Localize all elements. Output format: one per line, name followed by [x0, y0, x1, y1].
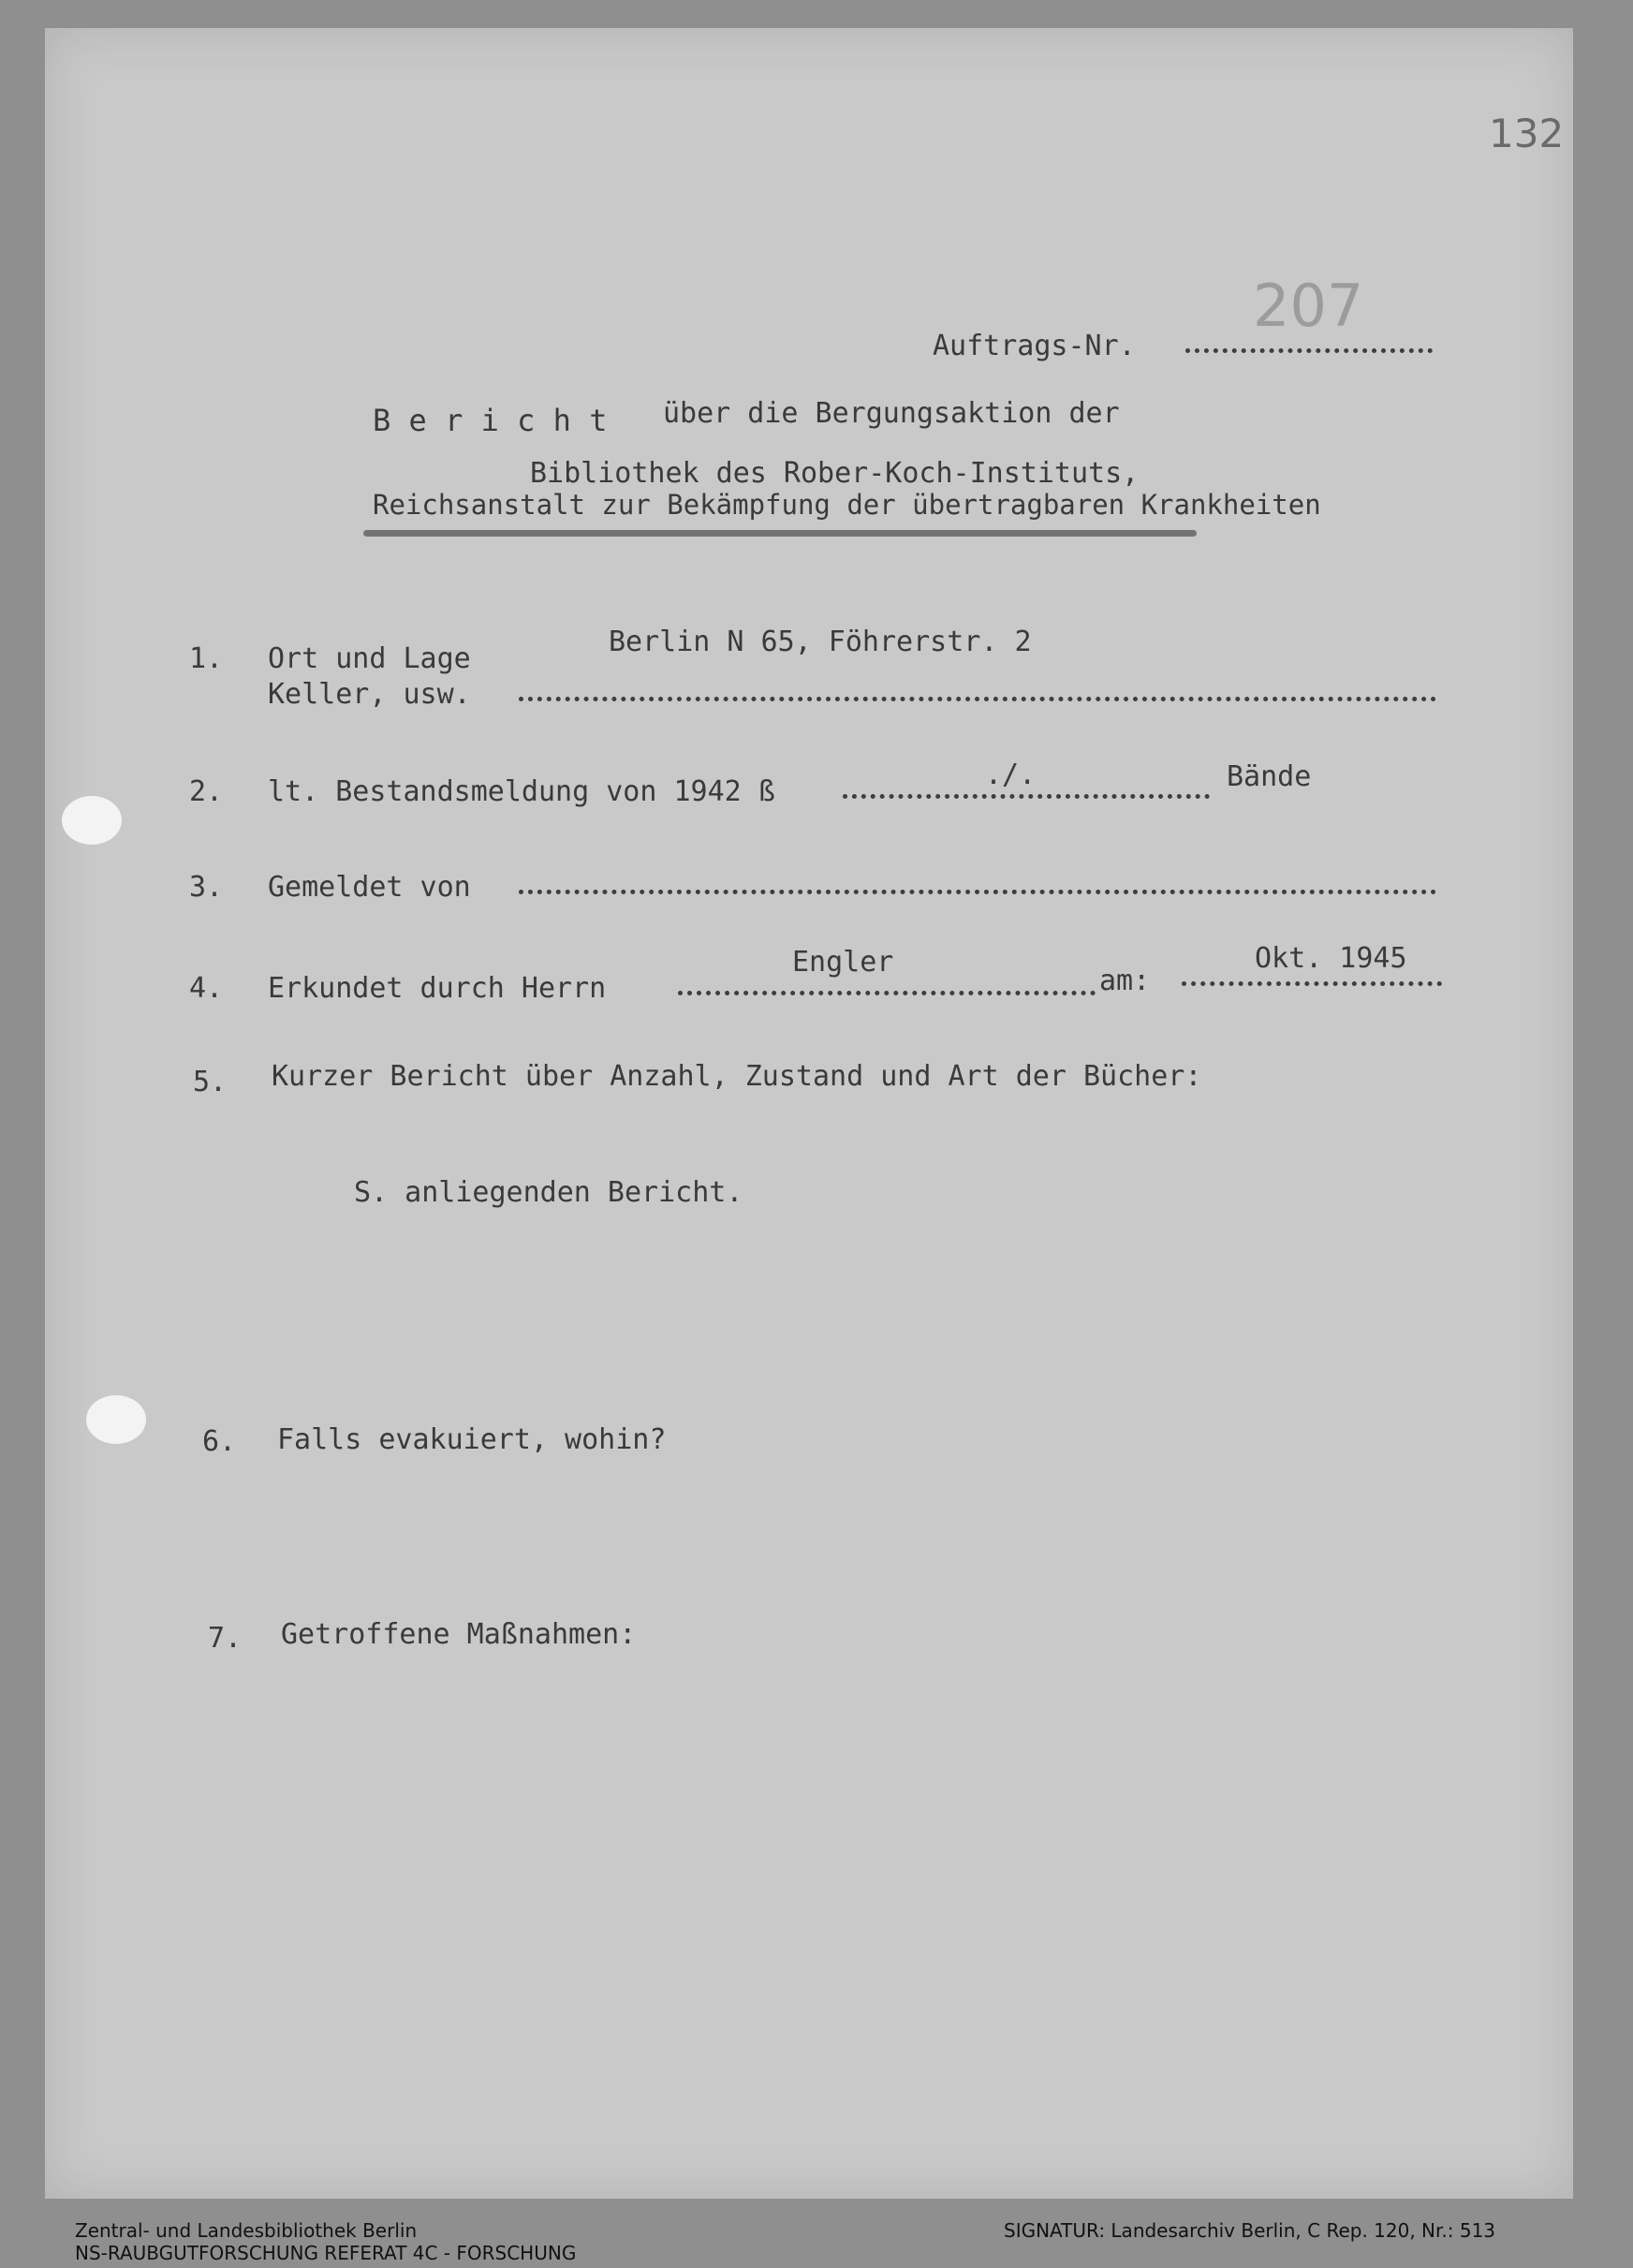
item-2-value: ./.	[985, 758, 1037, 791]
item-1-label-a: Ort und Lage	[268, 642, 471, 675]
item-2-number: 2.	[189, 775, 224, 808]
page-number: 132	[1489, 110, 1565, 156]
item-1-label-b: Keller, usw.	[268, 678, 471, 711]
punch-hole-bottom	[86, 1395, 146, 1444]
title-bericht: B e r i c h t	[373, 403, 608, 438]
item-4-am-label: am:	[1099, 965, 1151, 997]
item-6-label: Falls evakuiert, wohin?	[277, 1423, 667, 1456]
item-4-date: Okt. 1945	[1255, 942, 1407, 975]
footer-signatur: SIGNATUR: Landesarchiv Berlin, C Rep. 120, Nr.: 513	[1004, 2219, 1496, 2242]
title-rest: über die Bergungsaktion der	[663, 397, 1120, 430]
title-underline	[363, 530, 1197, 537]
item-4-value: Engler	[792, 946, 894, 979]
document-sheet	[45, 28, 1573, 2199]
item-3-label: Gemeldet von	[268, 871, 471, 904]
footer-department: NS-RAUBGUTFORSCHUNG REFERAT 4C - FORSCHUNG	[75, 2242, 577, 2264]
item-4-label: Erkundet durch Herrn	[268, 972, 607, 1005]
item-1-value: Berlin N 65, Föhrerstr. 2	[609, 626, 1032, 658]
title-reichsanstalt: Reichsanstalt zur Bekämpfung der übertragbaren Krankheiten	[373, 489, 1321, 521]
item-5-note: S. anliegenden Bericht.	[354, 1176, 743, 1209]
item-5-number: 5.	[193, 1066, 228, 1098]
item-4-dots	[678, 991, 1096, 995]
item-2-label: lt. Bestandsmeldung von 1942 ß	[268, 775, 775, 808]
item-3-number: 3.	[189, 871, 224, 904]
item-2-dots	[843, 794, 1210, 799]
title-institution: Bibliothek des Rober-Koch-Instituts,	[530, 457, 1140, 490]
item-4-date-dots	[1182, 981, 1442, 986]
item-7-label: Getroffene Maßnahmen:	[281, 1618, 637, 1651]
old-page-number: 207	[1253, 272, 1364, 340]
item-4-number: 4.	[189, 972, 224, 1005]
punch-hole-top	[62, 796, 122, 845]
item-5-label: Kurzer Bericht über Anzahl, Zustand und Art der Bücher:	[272, 1060, 1202, 1093]
item-6-number: 6.	[202, 1425, 237, 1458]
auftrag-dots	[1185, 348, 1433, 353]
item-2-unit: Bände	[1227, 760, 1312, 793]
item-1-number: 1.	[189, 642, 224, 675]
footer-library: Zentral- und Landesbibliothek Berlin	[75, 2219, 418, 2242]
item-7-number: 7.	[208, 1622, 243, 1655]
item-3-dots	[519, 890, 1436, 894]
item-1-dots	[519, 697, 1436, 701]
auftrag-label: Auftrags-Nr.	[933, 330, 1136, 362]
